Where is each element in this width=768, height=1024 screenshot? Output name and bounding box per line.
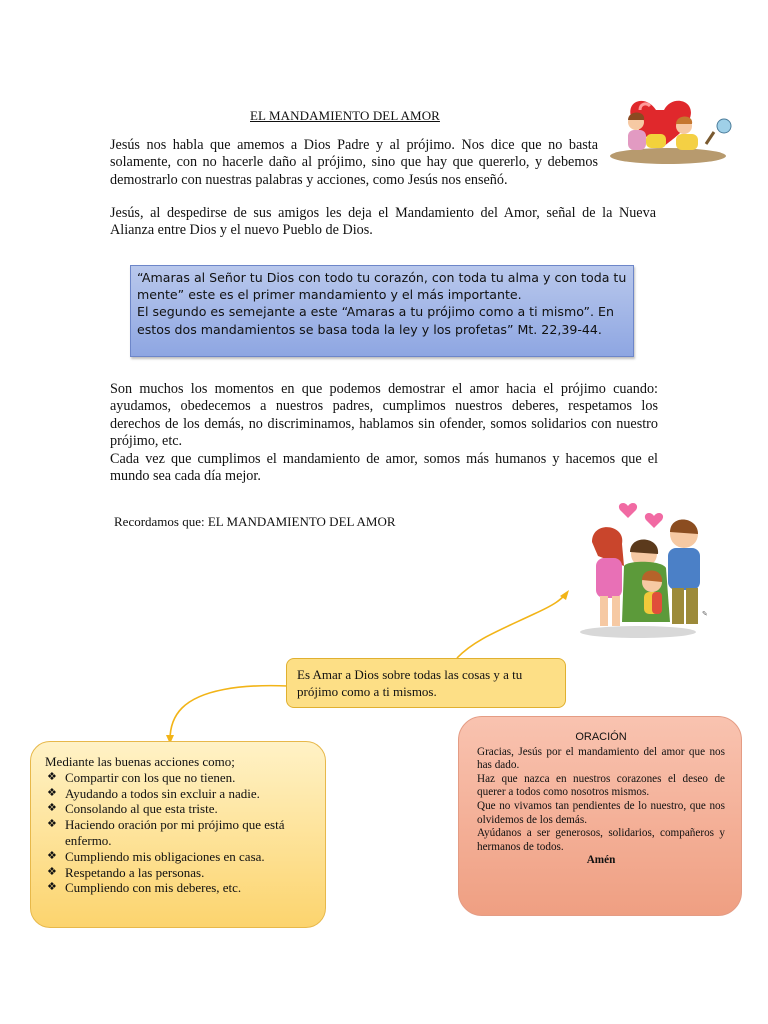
scripture-quote-box bbox=[130, 265, 634, 357]
definition-box: Es Amar a Dios sobre todas las cosas y a tu prójimo como a ti mismos. bbox=[286, 658, 566, 708]
page-title: EL MANDAMIENTO DEL AMOR bbox=[250, 108, 440, 123]
remember-heading: Recordamos que: EL MANDAMIENTO DEL AMOR bbox=[114, 514, 396, 529]
list-item: ❖ Haciendo oración por mi prójimo que está enfermo. bbox=[47, 817, 285, 848]
prayer-line: Ayúdanos a ser generosos, solidarios, compañeros y hermanos de todos. bbox=[477, 827, 725, 853]
prayer-box bbox=[458, 716, 742, 916]
prayer-line: Gracias, Jesús por el mandamiento del amor que nos has dado. bbox=[477, 745, 725, 772]
diamond-bullet-icon: ❖ bbox=[47, 865, 57, 878]
prayer-line: Que no vivamos tan pendientes de lo nuestro, que nos olvidemos de los demás. bbox=[477, 799, 725, 826]
farewell-paragraph: Jesús, al despedirse de sus amigos les deja el Mandamiento del Amor, señal de la Nueva Alianza entre Dios y el nuevo Pueblo de Dios. bbox=[110, 205, 656, 239]
examples-paragraph bbox=[110, 381, 658, 485]
quote-second-commandment: El segundo es semejante a este “Amaras a tu prójimo como a ti mismo”. En estos dos mandamientos se basa toda la ley y los profetas” Mt. 22,39-44. bbox=[137, 304, 614, 337]
prayer-amen: Amén bbox=[586, 854, 616, 867]
good-actions-heading: Mediante las buenas acciones como; bbox=[45, 754, 235, 769]
prayer-title: ORACIÓN bbox=[575, 731, 627, 743]
conclusion-text: Cada vez que cumplimos el mandamiento de amor, somos más humanos y hacemos que el mundo sea cada día mejor. bbox=[110, 450, 658, 485]
diamond-bullet-icon: ❖ bbox=[47, 849, 57, 862]
prayer-line: Haz que nazca en nuestros corazones el deseo de querer a todos como nosotros mismos. bbox=[477, 772, 725, 799]
quote-first-commandment: “Amaras al Señor tu Dios con todo tu corazón, con toda tu alma y con toda tu mente” este es el primer mandamiento y el más importante. bbox=[137, 270, 627, 303]
list-item: ❖ Respetando a las personas. bbox=[47, 864, 205, 880]
list-item: ❖ Cumpliendo mis obligaciones en casa. bbox=[47, 848, 265, 864]
diamond-bullet-icon: ❖ bbox=[47, 802, 57, 815]
diamond-bullet-icon: ❖ bbox=[47, 881, 57, 894]
diamond-bullet-icon: ❖ bbox=[47, 818, 57, 831]
moments-text: Son muchos los momentos en que podemos demostrar el amor hacia el prójimo cuando: ayudamos, obedecemos a nuestros padres, cumplimos nuestros deberes, respetamos los derechos de los demás, no discriminamos, hablamos sin ofender, somos solidarios con nuestro prójimo, etc. bbox=[110, 381, 658, 450]
diamond-bullet-icon: ❖ bbox=[47, 770, 57, 783]
diamond-bullet-icon: ❖ bbox=[47, 786, 57, 799]
list-item: ❖ Cumpliendo con mis deberes, etc. bbox=[47, 880, 242, 896]
intro-paragraph: Jesús nos habla que amemos a Dios Padre y al prójimo. Nos dice que no basta solamente, con no hacerle daño al prójimo, sino que hay que quererlo, y debemos demostrarlo con nuestras palabras y acciones, como Jesús nos enseñó. bbox=[110, 137, 598, 188]
svg-text:✎: ✎ bbox=[702, 610, 708, 618]
list-item: ❖ Compartir con los que no tienen. bbox=[47, 769, 236, 785]
list-item: ❖ Consolando al que esta triste. bbox=[47, 801, 218, 817]
good-actions-box bbox=[30, 741, 326, 928]
list-item: ❖ Ayudando a todos sin excluir a nadie. bbox=[47, 785, 260, 801]
good-actions-list bbox=[45, 770, 315, 896]
